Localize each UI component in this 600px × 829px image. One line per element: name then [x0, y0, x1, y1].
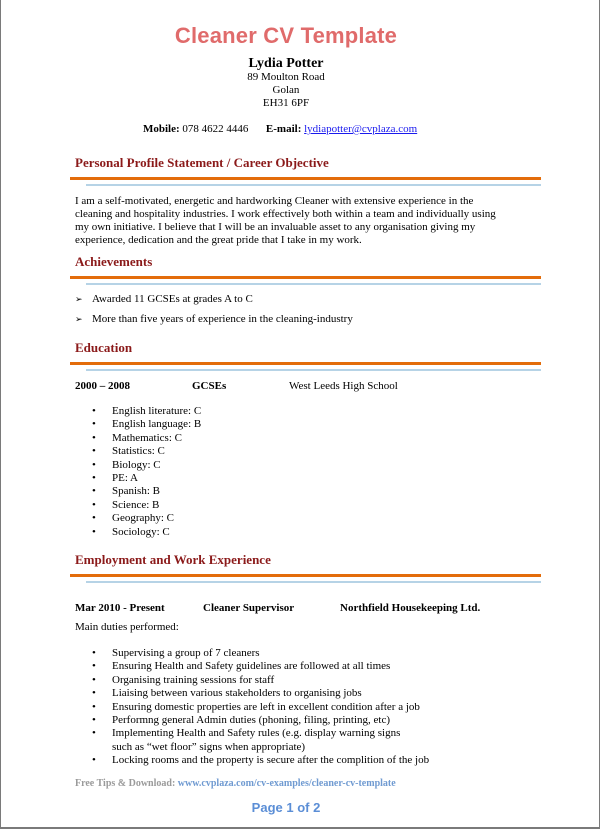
profile-heading: Personal Profile Statement / Career Objective: [75, 155, 329, 170]
employment-employer: Northfield Housekeeping Ltd.: [340, 602, 481, 614]
bullet-icon: •: [92, 431, 96, 444]
duty-item: • Implementing Health and Safety rules (e.g. display warning signs such as “wet floor” signs when appropriate): [92, 727, 401, 753]
bullet-icon: •: [92, 458, 96, 471]
profile-line: cleaning and hospitality industries. I work effectively both within a team and individually using: [75, 208, 496, 220]
subject-item: • PE: A: [92, 472, 138, 485]
profile-line: I am a self-motivated, energetic and hardworking Cleaner with extensive experience in the: [75, 195, 474, 207]
education-period: 2000 – 2008: [75, 380, 130, 392]
email-link[interactable]: lydiapotter@cvplaza.com: [304, 123, 418, 135]
subject-item: • Geography: C: [92, 512, 175, 525]
section-rule-thin: [86, 369, 541, 371]
section-rule: [70, 177, 541, 180]
arrow-bullet-icon: ➢: [75, 314, 83, 324]
bullet-icon: •: [92, 727, 96, 740]
footer-tips-label: Free Tips & Download:: [75, 778, 176, 789]
duties-list: [92, 647, 532, 768]
document-title: Cleaner CV Template: [174, 23, 398, 48]
employment-role: Cleaner Supervisor: [203, 602, 295, 614]
subject-item: • English literature: C: [92, 405, 202, 417]
subject-item: • Spanish: B: [92, 485, 160, 498]
section-rule: [70, 574, 541, 577]
duty-item: • Locking rooms and the property is secure after the complition of the job: [92, 754, 430, 767]
duty-item: • Ensuring domestic properties are left in excellent condition after a job: [92, 700, 420, 713]
subject-item: • Statistics: C: [92, 445, 165, 458]
subject-item: • Sociology: C: [92, 525, 170, 538]
address-line-postcode: EH31 6PF: [262, 97, 310, 109]
address-line-town: Golan: [272, 84, 300, 96]
section-rule-thin: [86, 581, 541, 583]
bullet-icon: •: [92, 714, 96, 727]
footer-tips-link[interactable]: www.cvplaza.com/cv-examples/cleaner-cv-template: [177, 778, 396, 789]
email-label: E-mail:: [265, 123, 302, 135]
page-number: Page 1 of 2: [251, 800, 321, 815]
bullet-icon: •: [92, 673, 96, 686]
duty-item: • Performng general Admin duties (phoning, filing, printing, etc): [92, 714, 391, 727]
section-rule-thin: [86, 283, 541, 285]
achievement-item: ➢ Awarded 11 GCSEs at grades A to C: [75, 293, 253, 305]
bullet-icon: •: [92, 472, 96, 485]
mobile-number: 078 4622 4446: [182, 123, 249, 135]
bullet-icon: •: [92, 687, 96, 700]
bullet-icon: •: [92, 445, 96, 458]
duty-item: • Supervising a group of 7 cleaners: [92, 647, 260, 659]
bullet-icon: •: [92, 512, 96, 525]
contact-line: [143, 123, 417, 135]
duty-item: • Ensuring Health and Safety guidelines are followed at all times: [92, 660, 391, 673]
education-school: West Leeds High School: [289, 380, 398, 392]
duties-label: Main duties performed:: [75, 621, 179, 633]
duty-item: • Liaising between various stakeholders to organising jobs: [92, 687, 362, 700]
address-line-street: 89 Moulton Road: [247, 71, 325, 83]
employment-period: Mar 2010 - Present: [75, 602, 165, 614]
bullet-icon: •: [92, 660, 96, 673]
bullet-icon: •: [92, 647, 96, 659]
bullet-icon: •: [92, 498, 96, 511]
achievements-heading: Achievements: [75, 254, 153, 269]
profile-line: experience, dedication and the great pride that I take in my work.: [75, 234, 362, 246]
subject-item: • Biology: C: [92, 458, 161, 471]
achievement-item: ➢ More than five years of experience in the cleaning-industry: [75, 313, 353, 325]
candidate-name: Lydia Potter: [248, 56, 324, 71]
section-rule: [70, 276, 541, 279]
bullet-icon: •: [92, 754, 96, 767]
subject-item: • Mathematics: C: [92, 431, 182, 444]
subject-item: • English language: B: [92, 418, 202, 431]
footer-tips: [75, 778, 396, 789]
bullet-icon: •: [92, 405, 96, 417]
subject-item: • Science: B: [92, 498, 160, 511]
mobile-label: Mobile:: [143, 123, 180, 135]
education-heading: Education: [75, 340, 133, 355]
subject-list: [92, 405, 201, 539]
duty-item: • Organising training sessions for staff: [92, 673, 275, 686]
arrow-bullet-icon: ➢: [75, 294, 83, 304]
profile-line: my own initiative. I believe that I will be an invaluable asset to any organisation giving my: [75, 221, 476, 233]
profile-text: [75, 195, 545, 247]
education-qualification: GCSEs: [192, 380, 227, 392]
employment-heading: Employment and Work Experience: [75, 552, 271, 567]
bullet-icon: •: [92, 700, 96, 713]
bullet-icon: •: [92, 525, 96, 538]
bullet-icon: •: [92, 485, 96, 498]
section-rule: [70, 362, 541, 365]
bullet-icon: •: [92, 418, 96, 431]
section-rule-thin: [86, 184, 541, 186]
